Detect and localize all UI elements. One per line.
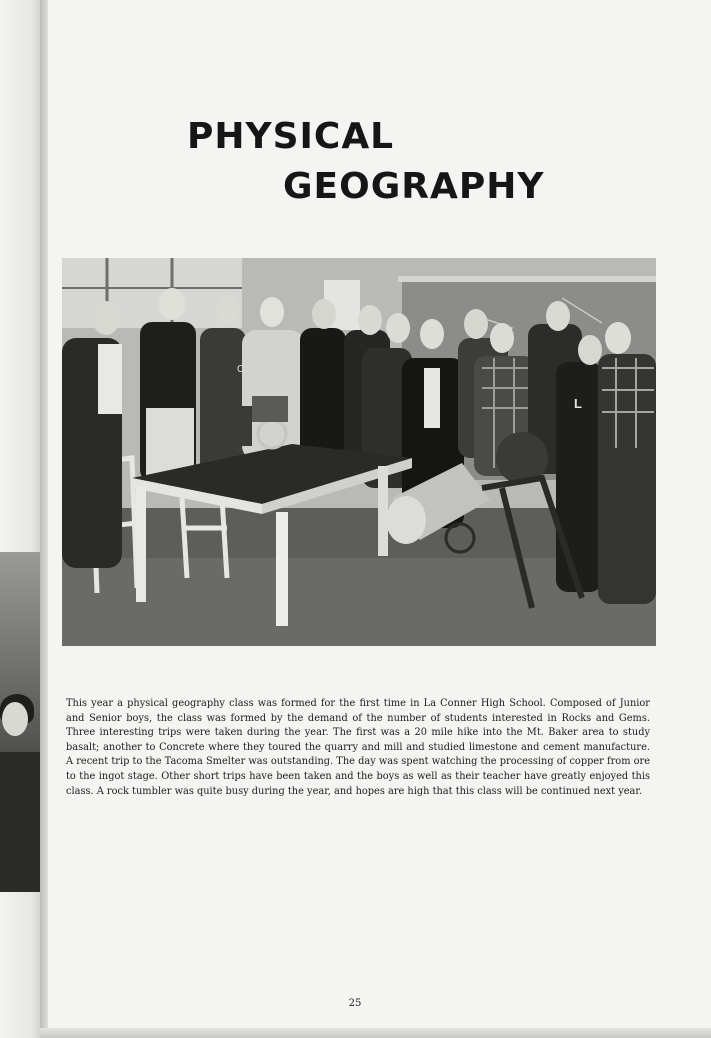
page-title-line-2: GEOGRAPHY xyxy=(283,166,545,207)
page-bottom-edge xyxy=(40,1028,711,1038)
photo-window xyxy=(62,258,242,328)
class-group-photo xyxy=(62,258,656,646)
left-photo-torso xyxy=(0,752,40,892)
sweater-letter-l: L xyxy=(574,396,582,411)
page-number: 25 xyxy=(348,998,362,1009)
class-photo-illustration xyxy=(62,258,656,646)
class-description: This year a physical geography class was formed for the first time in La Conner High School. Composed of Junior and Senior boys, the class was formed by the demand of the number of students interested in Rocks and Gems. Three interesting trips were taken during the year. The first was a 20 mile hike into the Mt. Baker area to study basalt; another to Concrete where they toured the quarry and mill and studied limestone and cement manufacture. A recent trip to the Tacoma Smelter was outstanding. The day was spent watching the processing of copper from ore to the ingot stage. Other short trips have been taken and the boys as well as their teacher have greatly enjoyed this class. A rock tumbler was quite busy during the year, and hopes are high that this class will be continued next year. xyxy=(66,698,650,797)
page-title-line-1: PHYSICAL xyxy=(187,116,395,157)
left-page-photo xyxy=(0,552,40,892)
sweater-letter-c: C xyxy=(237,364,245,375)
left-photo-face xyxy=(2,702,28,736)
